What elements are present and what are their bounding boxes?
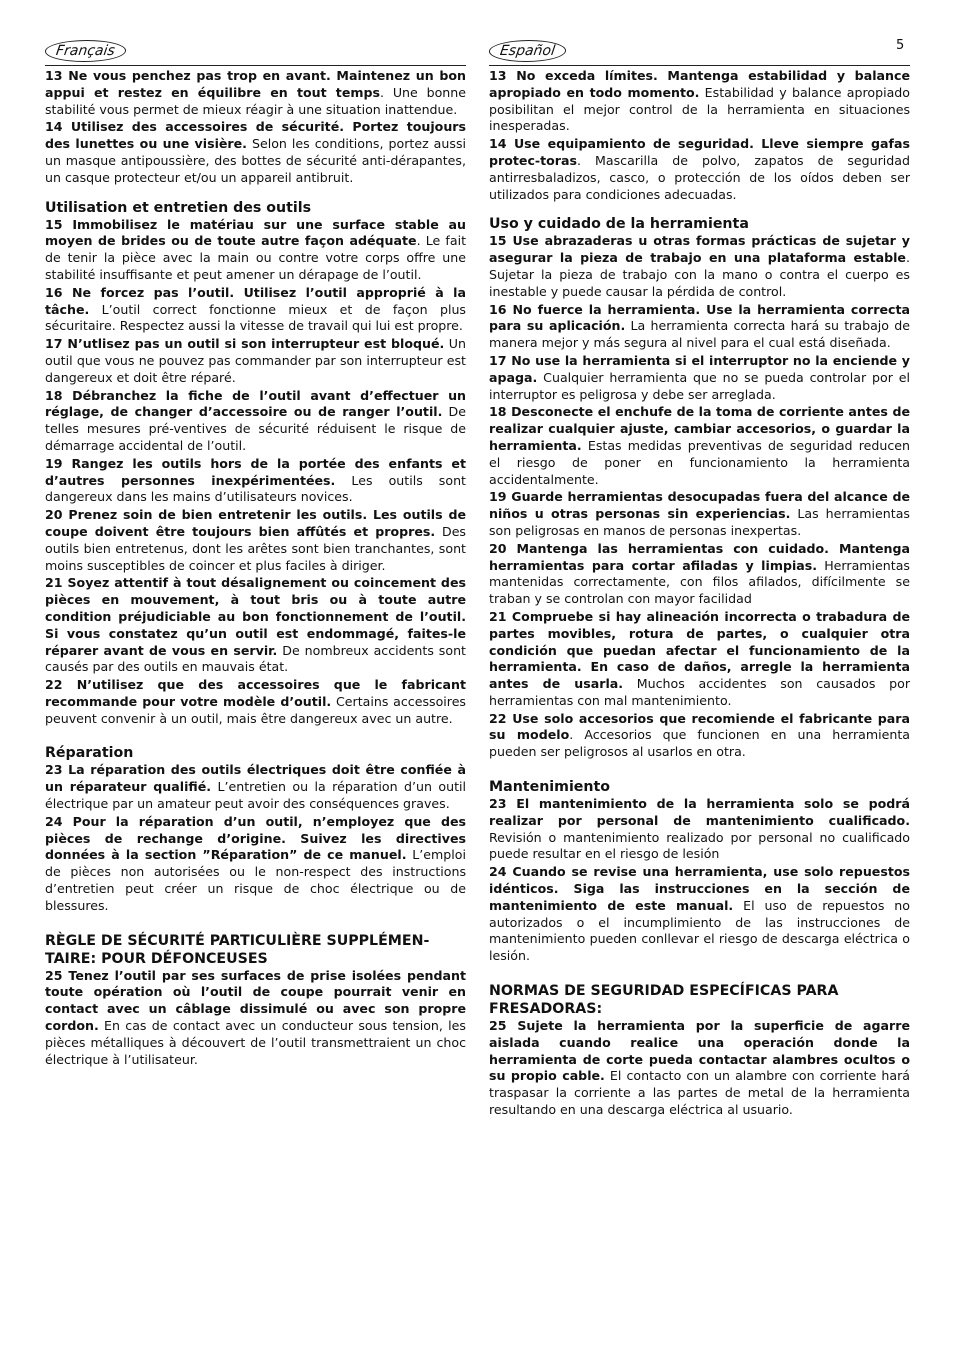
rule-body-text: . Le fait de tenir la pièce avec la main ou contre votre corps offre une stabilité insuffisante et peut amener un dérapage de l’outil. — [45, 233, 467, 282]
safety-rule-paragraph — [489, 233, 910, 300]
rule-bold-text: Use equipamiento de seguridad. Lleve siempre gafas protec-toras — [489, 136, 910, 168]
rule-body-text: El uso de repuestos no autorizados o el incumplimiento de las instrucciones de mantenimiento pueden conllevar el riesgo de descarga eléctrica o lesión. — [489, 897, 910, 964]
rule-bold-text: Débranchez la fiche de l’outil avant d’effectuer un réglage, de changer d’accessoire ou de ranger l’outil. — [45, 387, 467, 420]
rule-bold-text: Ne vous penchez pas trop en avant. Maintenez un bon appui et restez en équilibre en tout temps — [45, 68, 467, 100]
rule-bold-text: Sujete la herramienta por la superficie de agarre aislada cuando realice una operación donde la herramienta de corte pueda contactar alambres ocultos o su propio cable. — [489, 1018, 910, 1084]
rule-number: 16 — [489, 301, 507, 317]
rule-bold-text: Pour la réparation d’un outil, n’employez que des pièces de rechange d’origine. Suivez les directives données à la section ”Réparation” de ce manuel. — [45, 813, 466, 863]
rule-body-text: . Mascarilla de polvo, zapatos de seguridad antirresbaladizos, casco, o protección de los oídos deben ser utilizados para condiciones adecuadas. — [489, 152, 910, 202]
safety-rule-paragraph — [45, 762, 466, 812]
rule-number: 22 — [489, 710, 507, 726]
rule-number: 13 — [45, 68, 63, 83]
rule-bold-text: N’utilisez que des accessoires que le fabricant recommande pour votre modèle d’outil. — [45, 677, 466, 709]
rule-number: 14 — [45, 119, 63, 135]
rule-number: 20 — [489, 540, 507, 556]
spanish-section-heading-maintenance: Mantenimiento — [489, 779, 611, 796]
rule-number: 25 — [489, 1018, 507, 1034]
rule-body-text: L’outil correct fonctionne mieux et de façon plus sécuritaire. Respectez aussi la vitesse de travail qui lui est propre. — [45, 301, 466, 334]
rule-body-text: La herramienta correcta hará su trabajo de manera mejor y más segura al nivel para el cual está diseñada. — [489, 318, 910, 351]
safety-rule-paragraph — [489, 609, 910, 710]
safety-rule-paragraph — [489, 1018, 910, 1119]
rule-bold-text: Soyez attentif à tout désalignement ou coincement des pièces en mouvement, à tout bris ou à toute autre condition préjudiciable au bon fonctionnement de l’outil. Si vous constatez qu’un outil est endommagé, faites-le réparer avant de vous en servir. — [45, 575, 466, 658]
french-repair-items — [45, 762, 466, 914]
safety-rule-paragraph — [45, 388, 466, 455]
rule-body-text: Selon les conditions, portez aussi un masque antipoussière, des bottes de sécurité anti-dérapantes, un casque protecteur et/ou un appareil antibruit. — [45, 136, 466, 185]
rule-bold-text: Utilisez des accessoires de sécurité. Portez toujours des lunettes ou une visière. — [45, 119, 466, 152]
rule-body-text: Un outil que vous ne pouvez pas commander par son interrupteur est dangereux et doit être réparé. — [45, 336, 467, 385]
safety-rule-title — [45, 336, 444, 351]
rule-body-text: De telles mesures pré-ventives de sécurité réduisent le risque de démarrage accidental de l’outil. — [45, 404, 466, 453]
safety-rule-title — [45, 814, 466, 863]
column-rule — [489, 65, 910, 66]
rule-number: 23 — [45, 762, 63, 778]
safety-rule-paragraph — [45, 575, 466, 676]
rule-bold-text: Ne forcez pas l’outil. Utilisez l’outil approprié à la tâche. — [45, 284, 467, 317]
safety-rule-paragraph — [489, 541, 910, 608]
rule-bold-text: No exceda límites. Mantenga estabilidad y balance apropiado en todo momento. — [489, 68, 910, 100]
rule-bold-text: Tenez l’outil par ses surfaces de prise isolées pendant toute opération où l’outil de coupe pourrait venir en contact avec un câblage dissimulé ou avec son propre cordon. — [45, 967, 466, 1034]
rule-number: 15 — [45, 216, 63, 232]
rule-bold-text: No use la herramienta si el interruptor no la enciende y apaga. — [489, 352, 911, 385]
rule-body-text: En cas de contact avec un conducteur sous tension, les pièces métalliques à découvert de l’outil transmettraient un choc électrique à l’utilisateur. — [45, 1018, 466, 1067]
rule-bold-text: N’utlisez pas un outil si son interrupteur est bloqué. — [67, 336, 445, 352]
rule-body-text: Certains accessoires peuvent convenir à un outil, mais être dangereux avec un autre. — [45, 693, 466, 726]
language-badge-french: Français — [43, 40, 127, 62]
french-section-heading-tools: Utilisation et entretien des outils — [45, 199, 312, 216]
safety-rule-paragraph — [489, 302, 910, 352]
rule-number: 16 — [45, 284, 63, 300]
rule-body-text: El contacto con un alambre con corriente hará traspasar la corriente a las partes de metal de la herramienta resultando en una descarga eléctrica al usuario. — [489, 1068, 911, 1118]
column-rule — [45, 65, 466, 66]
safety-rule-paragraph — [489, 68, 910, 135]
rule-number: 19 — [45, 455, 63, 471]
rule-bold-text: Compruebe si hay alineación incorrecta o trabadura de partes movibles, rotura de partes, o cualquier otra condición que puedan afectar el funcionamiento de la herramienta. En caso de daños, arregle la herramienta antes de usarla. — [489, 608, 911, 692]
french-section-heading-repair: Réparation — [45, 745, 134, 762]
french-tools-items — [45, 217, 466, 728]
safety-rule-paragraph — [45, 456, 466, 506]
rule-bold-text: Guarde herramientas desocupadas fuera del alcance de niños u otras personas sin experiencias. — [489, 489, 911, 522]
rule-body-text: Las herramientas son peligrosas en manos de personas inexpertas. — [489, 506, 910, 538]
rule-bold-text: Use solo accesorios que recomiende el fabricante para su modelo — [489, 710, 910, 743]
safety-rule-paragraph — [45, 677, 466, 727]
rule-number: 15 — [489, 233, 507, 249]
spanish-router-items — [489, 1018, 910, 1119]
rule-body-text: L’emploi de pièces non autorisées ou le non-respect des instructions d’entretien peut créer un risque de choc électrique ou de blessures. — [45, 847, 466, 913]
rule-bold-text: La réparation des outils électriques doit être confiée à un réparateur qualifié. — [45, 762, 466, 795]
rule-bold-text: No fuerce la herramienta. Use la herramienta correcta para su aplicación. — [489, 301, 910, 334]
safety-rule-paragraph — [45, 68, 466, 118]
safety-rule-title — [489, 796, 910, 828]
page-number: 5 — [896, 38, 905, 53]
rule-number: 24 — [45, 813, 63, 829]
spanish-section-heading-router: NORMAS DE SEGURIDAD ESPECÍFICAS PARA FRESADORAS: — [489, 983, 839, 1018]
rule-number: 20 — [45, 507, 63, 523]
safety-rule-paragraph — [489, 711, 910, 761]
rule-number: 17 — [45, 336, 63, 352]
rule-bold-text: Desconecte el enchufe de la toma de corriente antes de realizar cualquier ajuste, cambiar accesorios, o guardar la herramienta. — [489, 404, 911, 453]
spanish-column — [489, 40, 910, 1120]
rule-body-text: . Une bonne stabilité vous permet de mieux réagir à une situation inattendue. — [45, 84, 466, 117]
spanish-tools-items — [489, 233, 910, 761]
rule-body-text: Estas medidas preventivas de seguridad reducen el riesgo de poner en funcionamiento la herramienta accidentalmente. — [489, 437, 910, 487]
rule-bold-text: Rangez les outils hors de la portée des enfants et d’autres personnes inexpérimentées. — [45, 455, 466, 488]
french-section-heading-router: RÈGLE DE SÉCURITÉ PARTICULIÈRE SUPPLÉMEN-TAIRE: POUR DÉFONCEUSES — [45, 932, 430, 967]
french-column — [45, 40, 466, 1069]
rule-bold-text: Cuando se revise una herramienta, use solo repuestos idénticos. Siga las instrucciones en la sección de mantenimiento de este manual. — [489, 864, 910, 913]
safety-rule-title — [45, 507, 466, 539]
safety-rule-paragraph — [45, 285, 466, 335]
rule-number: 23 — [489, 796, 507, 812]
spanish-intro-items — [489, 68, 910, 203]
rule-number: 21 — [489, 608, 507, 624]
rule-body-text: Les outils sont dangereux dans les mains d’utilisateurs novices. — [45, 472, 466, 505]
rule-number: 25 — [45, 967, 63, 983]
safety-rule-paragraph — [489, 796, 910, 863]
safety-rule-paragraph — [45, 119, 466, 186]
spanish-maintenance-items — [489, 796, 910, 965]
rule-number: 14 — [489, 136, 507, 152]
safety-rule-title — [489, 233, 910, 265]
rule-number: 18 — [489, 404, 507, 420]
safety-rule-paragraph — [489, 489, 910, 539]
rule-number: 17 — [489, 352, 507, 368]
rule-number: 19 — [489, 489, 507, 505]
spanish-section-heading-tools: Uso y cuidado de la herramienta — [489, 216, 749, 233]
safety-rule-paragraph — [45, 336, 466, 386]
rule-body-text: Muchos accidentes son causados por herramientas con mal mantenimiento. — [489, 676, 911, 708]
rule-bold-text: Mantenga las herramientas con cuidado. Mantenga herramientas para cortar afiladas y limpias. — [489, 540, 910, 573]
french-router-items — [45, 968, 466, 1069]
rule-number: 22 — [45, 677, 63, 693]
safety-rule-paragraph — [489, 353, 910, 403]
rule-number: 21 — [45, 575, 63, 591]
safety-rule-paragraph — [489, 404, 910, 488]
safety-rule-paragraph — [45, 507, 466, 574]
safety-rule-paragraph — [489, 864, 910, 965]
safety-rule-paragraph — [45, 814, 466, 915]
rule-body-text: Des outils bien entretenus, dont les arêtes sont bien tranchantes, sont moins susceptibles de coincer et plus faciles à diriger. — [45, 523, 466, 573]
rule-body-text: L’entretien ou la réparation d’un outil électrique par un amateur peut avoir des conséquences graves. — [45, 779, 467, 812]
rule-body-text: De nombreux accidents sont causés par des outils en mauvais état. — [45, 642, 466, 675]
safety-rule-paragraph — [45, 968, 466, 1069]
safety-rule-title — [45, 217, 466, 249]
rule-bold-text: Prenez soin de bien entretenir les outils. Les outils de coupe doivent être toujours bien affûtés et propres. — [45, 507, 466, 539]
rule-body-text: Herramientas mantenidas correctamente, con filos afilados, difícilmente se traban y se controlan con mayor facilidad — [489, 557, 910, 607]
safety-rule-paragraph — [45, 217, 466, 284]
language-badge-spanish: Español — [487, 40, 567, 62]
safety-rule-paragraph — [489, 136, 910, 203]
rule-body-text: Cualquier herramienta que no se pueda controlar por el interruptor es peligrosa y debe ser arreglada. — [489, 369, 910, 402]
rule-number: 24 — [489, 864, 507, 880]
rule-bold-text: Immobilisez le matériau sur une surface stable au moyen de brides ou de toute autre façon adéquate — [45, 216, 466, 249]
safety-rule-title — [45, 388, 466, 420]
rule-number: 18 — [45, 387, 63, 403]
rule-body-text: Revisión o mantenimiento realizado por personal no cualificado puede resultar en el riesgo de lesión — [489, 829, 910, 862]
rule-number: 13 — [489, 68, 507, 83]
rule-body-text: . Accesorios que funcionen en una herramienta pueden ser peligrosos al usarlos en otra. — [489, 727, 911, 760]
rule-body-text: Estabilidad y balance apropiado posibilitan el mejor control de la herramienta en situaciones inesperadas. — [489, 84, 911, 134]
rule-bold-text: El mantenimiento de la herramienta solo se podrá realizar por personal de mantenimiento cualificado. — [489, 796, 911, 828]
rule-bold-text: Use abrazaderas u otras formas prácticas de sujetar y asegurar la pieza de trabajo en una plataforma estable — [489, 233, 910, 266]
rule-body-text: . Sujetar la pieza de trabajo con la mano o contra el cuerpo es inestable y puede causar la pérdida de control. — [489, 250, 910, 299]
french-intro-items — [45, 68, 466, 187]
